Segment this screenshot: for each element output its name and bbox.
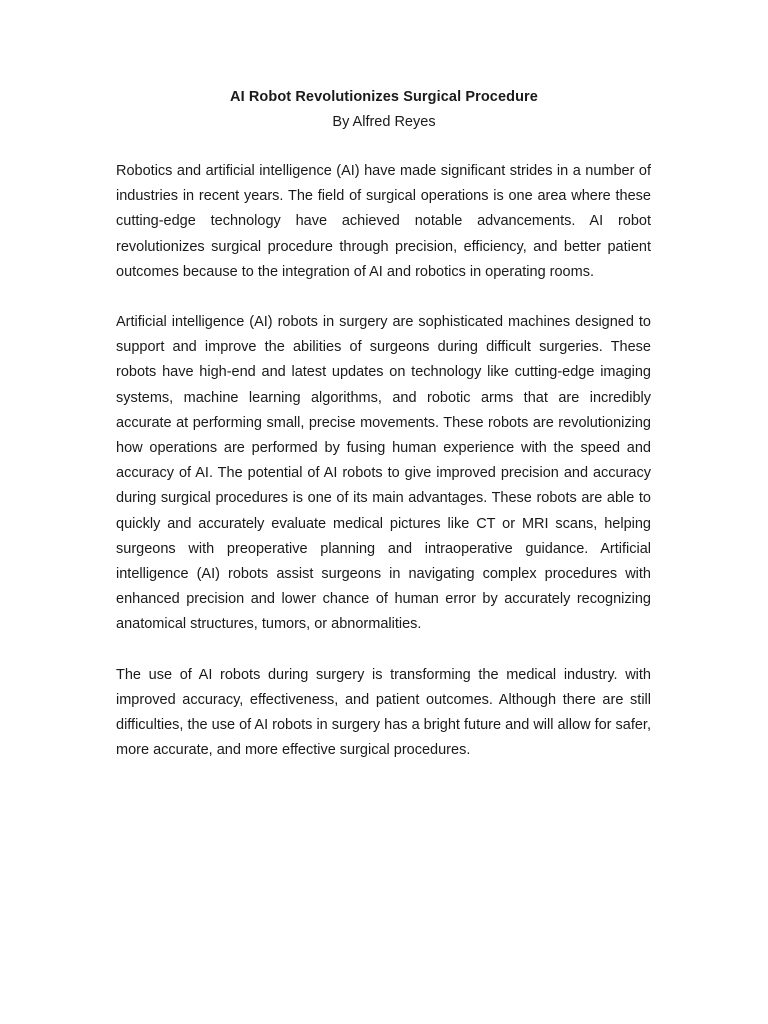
document-body (116, 159, 651, 788)
paragraph-conclusion: The use of AI robots during surgery is transforming the medical industry. with improved accuracy, effectiveness, and patient outcomes. Although there are still difficulties, the use of AI robots in surgery has a bright future and will allow for safer, more accurate, and more effective surgical procedures. (116, 666, 651, 759)
paragraph-main: Artificial intelligence (AI) robots in surgery are sophisticated machines designed to support and improve the abilities of surgeons during difficult surgeries. These robots have high-end and latest updates on technology like cutting-edge imaging systems, machine learning algorithms, and robotic arms that are incredibly accurate at performing small, precise movements. These robots are revolutionizing how operations are performed by fusing human experience with the speed and accuracy of AI. The potential of AI robots to give improved precision and accuracy during surgical procedures is one of its main advantages. These robots are able to quickly and accurately evaluate medical pictures like CT or MRI scans, helping surgeons with preoperative planning and intraoperative guidance. Artificial intelligence (AI) robots assist surgeons in navigating complex procedures with enhanced precision and lower chance of human error by accurately recognizing anatomical structures, tumors, or abnormalities. (116, 314, 651, 633)
document-title: AI Robot Revolutionizes Surgical Procedure (230, 89, 538, 105)
paragraph-intro: Robotics and artificial intelligence (AI) have made significant strides in a number of industries in recent years. The field of surgical operations is one area where these cutting-edge technology have achieved notable advancements. AI robot revolutionizes surgical procedure through precision, efficiency, and better patient outcomes because to the integration of AI and robotics in operating rooms. (116, 163, 651, 280)
document-byline: By Alfred Reyes (332, 114, 436, 130)
